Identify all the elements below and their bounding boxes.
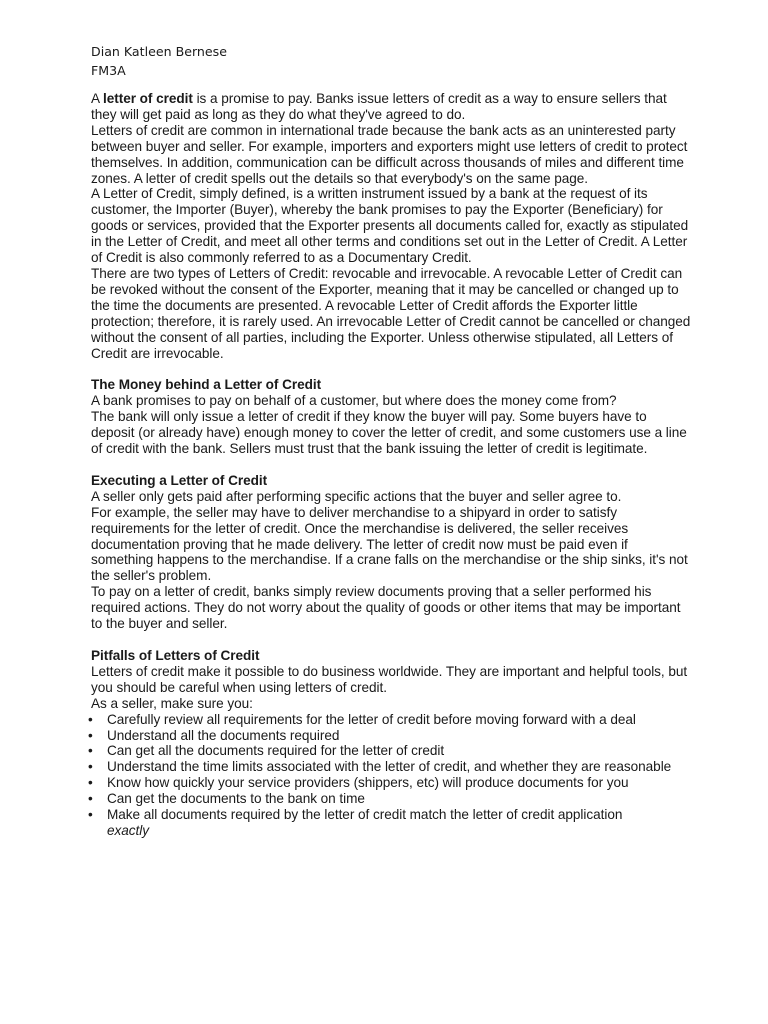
list-item-text: Can get the documents to the bank on time xyxy=(107,791,365,807)
list-item xyxy=(88,711,692,728)
pitfalls-section xyxy=(88,648,692,839)
lead-term: letter of credit xyxy=(103,91,193,106)
list-item-text: Can get all the documents required for the letter of credit xyxy=(107,743,445,759)
bullet-icon: • xyxy=(88,743,93,759)
author-section: FM3A xyxy=(91,63,126,78)
bullet-icon: • xyxy=(88,807,93,823)
intro-paragraph: Letters of credit are common in international trade because the bank acts as an uninterested party between buyer and seller. For example, importers and exporters might use letters of credit to protect themselves. In addition, communication can be difficult across thousands of miles and different time zones. A letter of credit spells out the details so that everybody's on the same page. xyxy=(91,122,688,186)
pitfalls-paragraph: Letters of credit make it possible to do business worldwide. They are important and helpful tools, but you should be careful when using letters of credit. xyxy=(91,663,688,695)
lead-prefix: A xyxy=(91,91,103,106)
list-item xyxy=(88,743,692,759)
bullet-icon: • xyxy=(88,759,93,775)
money-paragraph: A bank promises to pay on behalf of a customer, but where does the money come from? xyxy=(91,393,617,409)
list-item xyxy=(88,775,692,791)
money-section xyxy=(91,377,692,457)
intro-lead-paragraph xyxy=(91,91,692,123)
emphasis-text: exactly xyxy=(107,822,149,838)
money-heading: The Money behind a Letter of Credit xyxy=(91,377,322,393)
list-item-text: Know how quickly your service providers (shippers, etc) will produce documents for you xyxy=(107,775,629,791)
list-item-text: Understand all the documents required xyxy=(107,727,340,743)
intro-paragraph: A Letter of Credit, simply defined, is a written instrument issued by a bank at the request of its customer, the Importer (Buyer), whereby the bank promises to pay the Exporter (Beneficiary) for goods or services, provided that the Exporter presents all documents called for, exactly as stipulated in the Letter of Credit, and meet all other terms and conditions set out in the Letter of Credit. A Letter of Credit is also commonly referred to as a Documentary Credit. xyxy=(91,186,689,266)
executing-paragraph: A seller only gets paid after performing specific actions that the buyer and seller agree to. xyxy=(91,488,622,504)
intro-section xyxy=(91,91,692,361)
money-paragraph: The bank will only issue a letter of credit if they know the buyer will pay. Some buyers have to deposit (or already have) enough money to cover the letter of credit, and some customers use a line of credit with the bank. Sellers must trust that the bank issuing the letter of credit is legitimate. xyxy=(91,409,687,457)
list-item xyxy=(88,791,692,807)
pitfalls-heading: Pitfalls of Letters of Credit xyxy=(91,648,260,663)
executing-paragraph: For example, the seller may have to deliver merchandise to a shipyard in order to satisfy requirements for the letter of credit. Once the merchandise is delivered, the seller receives documentation proving that he made delivery. The letter of credit now must be paid even if something happens to the merchandise. If a crane falls on the merchandise or the ship sinks, it's not the seller's problem. xyxy=(91,504,688,584)
list-item-text: Understand the time limits associated with the letter of credit, and whether they are reasonable xyxy=(107,759,672,775)
list-item-text: Make all documents required by the letter of credit match the letter of credit application xyxy=(107,807,623,823)
intro-paragraph: There are two types of Letters of Credit: revocable and irrevocable. A revocable Letter of Credit can be revoked without the consent of the Exporter, meaning that it may be cancelled or changed up to the time the documents are presented. A revocable Letter of Credit affords the Exporter little protection; therefore, it is rarely used. An irrevocable Letter of Credit cannot be cancelled or changed without the consent of all parties, including the Exporter. Unless otherwise stipulated, all Letters of Credit are irrevocable. xyxy=(91,265,691,361)
pitfalls-paragraph: As a seller, make sure you: xyxy=(91,695,253,711)
list-item xyxy=(88,807,692,839)
list-item xyxy=(88,759,692,775)
pitfalls-bullet-list xyxy=(88,711,692,839)
list-item xyxy=(88,727,692,744)
bullet-icon: • xyxy=(88,727,93,743)
executing-heading: Executing a Letter of Credit xyxy=(91,472,268,488)
author-name: Dian Katleen Bernese xyxy=(91,44,227,59)
author-header xyxy=(91,42,692,80)
document-body xyxy=(88,91,692,839)
executing-section xyxy=(91,473,692,632)
bullet-icon: • xyxy=(88,775,93,791)
list-item-text: Carefully review all requirements for the letter of credit before moving forward with a deal xyxy=(107,711,636,727)
bullet-icon: • xyxy=(88,711,93,727)
lead-rest: is a promise to pay. Banks issue letters of credit as a way to ensure sellers that they will get paid as long as they do what they've agreed to do. xyxy=(91,91,667,122)
bullet-icon: • xyxy=(88,791,93,807)
executing-paragraph: To pay on a letter of credit, banks simply review documents proving that a seller performed his required actions. They do not worry about the quality of goods or other items that may be important to the buyer and seller. xyxy=(91,584,681,632)
